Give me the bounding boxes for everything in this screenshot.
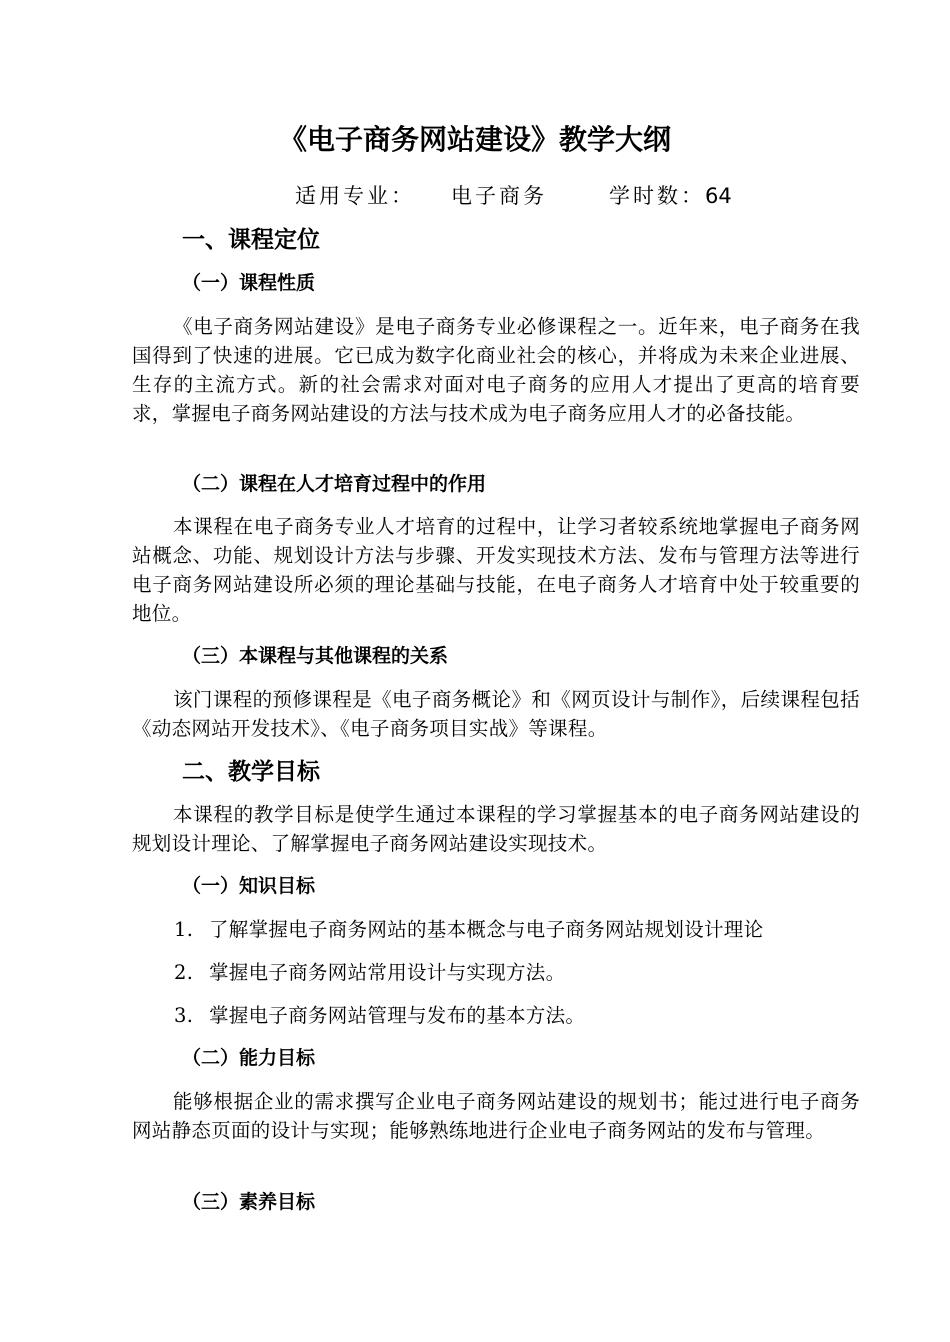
list-item-number: 1. — [174, 918, 194, 941]
list-item — [174, 915, 864, 944]
hours-value: 64 — [705, 184, 732, 208]
hours-label: 学时数： — [609, 184, 705, 208]
paragraph-course-role: 本课程在电子商务专业人才培育的过程中，让学习者较系统地掌握电子商务网站概念、功能、规划设计方法与步骤、开发实现技术方法、发布与管理方法等进行电子商务网站建设所必须的理论基础与技能，在电子商务人才培育中处于较重要的地位。 — [132, 515, 860, 625]
paragraph-ability-objectives: 能够根据企业的需求撰写企业电子商务网站建设的规划书；能过进行电子商务网站静态页面的设计与实现；能够熟练地进行企业电子商务网站的发布与管理。 — [132, 1090, 860, 1142]
subsection-heading-course-nature: （一）课程性质 — [182, 272, 316, 294]
paragraph-course-nature: 《电子商务网站建设》是电子商务专业必修课程之一。近年来，电子商务在我国得到了快速的进展。它已成为数字化商业社会的核心，并将成为未来企业进展、生存的主流方式。新的社会需求对面对电子商务的应用人才提出了更高的培育要求，掌握电子商务网站建设的方法与技术成为电子商务应用人才的必备技能。 — [132, 315, 860, 425]
major-label: 适用专业： — [295, 184, 415, 208]
section-heading-course-positioning: 一、课程定位 — [182, 227, 320, 253]
list-item-number: 3. — [174, 1004, 194, 1027]
subsection-heading-course-relations: （三）本课程与其他课程的关系 — [182, 645, 449, 667]
list-item-text: 了解掌握电子商务网站的基本概念与电子商务网站规划设计理论 — [209, 918, 764, 941]
subsection-heading-ability-objectives: （二）能力目标 — [182, 1047, 316, 1069]
subsection-heading-knowledge-objectives: （一）知识目标 — [182, 875, 316, 897]
subsection-heading-course-role: （二）课程在人才培育过程中的作用 — [182, 473, 487, 495]
list-item-text: 掌握电子商务网站常用设计与实现方法。 — [209, 961, 566, 984]
paragraph-objectives-intro: 本课程的教学目标是使学生通过本课程的学习掌握基本的电子商务网站建设的规划设计理论、了解掌握电子商务网站建设实现技术。 — [132, 803, 860, 855]
list-item — [174, 1001, 864, 1030]
list-item — [174, 958, 864, 987]
subsection-heading-quality-objectives: （三）素养目标 — [182, 1191, 316, 1213]
list-item-text: 掌握电子商务网站管理与发布的基本方法。 — [209, 1004, 586, 1027]
major-value: 电子商务 — [451, 184, 547, 208]
document-title: 《电子商务网站建设》教学大纲 — [278, 123, 671, 156]
course-meta — [295, 180, 732, 212]
section-heading-teaching-objectives: 二、教学目标 — [182, 759, 320, 785]
paragraph-course-relations: 该门课程的预修课程是《电子商务概论》和《网页设计与制作》，后续课程包括《动态网站开发技术》、《电子商务项目实战》等课程。 — [132, 688, 860, 740]
list-item-number: 2. — [174, 961, 194, 984]
